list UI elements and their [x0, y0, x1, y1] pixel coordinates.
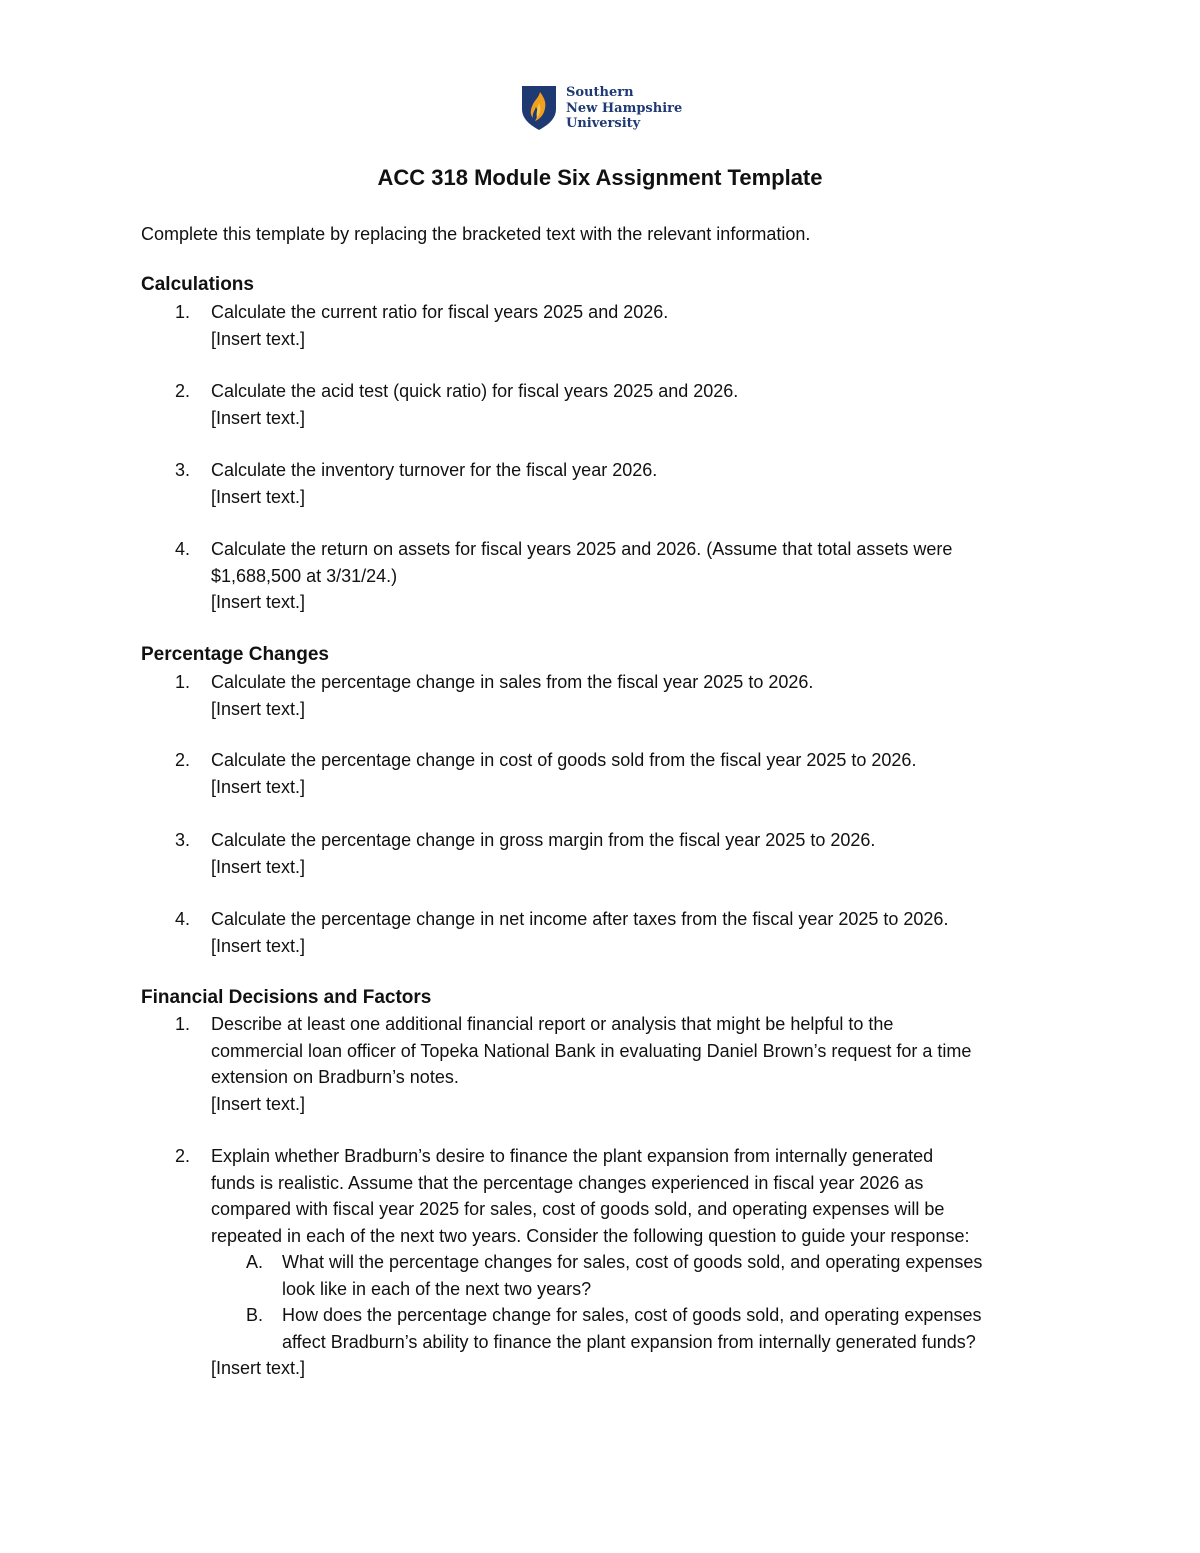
fin-item-1: [141, 1011, 1081, 1117]
item-text: Calculate the return on assets for fiscal years 2025 and 2026. (Assume that total assets were: [211, 539, 953, 559]
insert-text-placeholder[interactable]: [Insert text.]: [211, 776, 306, 797]
sub-item-text: What will the percentage changes for sales, cost of goods sold, and operating expenses: [282, 1252, 983, 1272]
intro-text: Complete this template by replacing the bracketed text with the relevant information.: [141, 224, 811, 244]
pct-item-4: [141, 906, 1081, 959]
insert-text-placeholder[interactable]: [Insert text.]: [211, 856, 306, 877]
section-heading-percentage-changes: Percentage Changes: [141, 644, 329, 665]
item-number: 2.: [175, 381, 191, 401]
item-text: Calculate the acid test (quick ratio) for fiscal years 2025 and 2026.: [211, 381, 739, 401]
insert-text-placeholder[interactable]: [Insert text.]: [211, 328, 306, 349]
calc-item-2: [141, 378, 1081, 431]
page-title: ACC 318 Module Six Assignment Template: [377, 165, 823, 190]
item-text: compared with fiscal year 2025 for sales, cost of goods sold, and operating expenses will be: [211, 1199, 945, 1219]
item-text: repeated in each of the next two years. Consider the following question to guide your response:: [211, 1225, 970, 1246]
item-number: 1.: [175, 302, 191, 322]
fin-item-2: [141, 1143, 1081, 1382]
insert-text-placeholder[interactable]: [Insert text.]: [211, 935, 306, 956]
logo-line: Southern: [566, 85, 634, 100]
pct-item-1: [141, 669, 1081, 722]
sub-item-letter: A.: [246, 1252, 264, 1272]
insert-text-placeholder[interactable]: [Insert text.]: [211, 592, 306, 612]
sub-item-text: affect Bradburn’s ability to finance the plant expansion from internally generated funds?: [282, 1331, 976, 1352]
pct-item-3: [141, 827, 1081, 880]
item-text: Calculate the percentage change in cost of goods sold from the fiscal year 2025 to 2026.: [211, 750, 917, 770]
sub-item-letter: B.: [246, 1305, 264, 1325]
insert-text-placeholder[interactable]: [Insert text.]: [211, 698, 306, 719]
item-number: 3.: [175, 830, 191, 850]
item-text: Describe at least one additional financial report or analysis that might be helpful to the: [211, 1014, 894, 1034]
logo-line: University: [566, 116, 641, 131]
item-text: Explain whether Bradburn’s desire to finance the plant expansion from internally generated: [211, 1146, 934, 1166]
sub-item-text: How does the percentage change for sales, cost of goods sold, and operating expenses: [282, 1305, 982, 1325]
item-number: 2.: [175, 1146, 191, 1166]
item-number: 4.: [175, 909, 191, 929]
item-number: 3.: [175, 460, 191, 480]
item-text: commercial loan officer of Topeka National Bank in evaluating Daniel Brown’s request for a time: [211, 1040, 972, 1061]
item-number: 4.: [175, 539, 191, 559]
item-number: 1.: [175, 1014, 191, 1034]
calc-item-4: [141, 536, 1081, 616]
item-text: Calculate the percentage change in sales from the fiscal year 2025 to 2026.: [211, 672, 814, 692]
logo-line: New Hampshire: [566, 100, 683, 116]
item-text: funds is realistic. Assume that the percentage changes experienced in fiscal year 2026 as: [211, 1172, 924, 1193]
sub-item-a: [246, 1249, 1081, 1302]
calc-item-1: [141, 299, 1081, 352]
section-heading-calculations: Calculations: [141, 274, 254, 295]
item-number: 1.: [175, 672, 191, 692]
insert-text-placeholder[interactable]: [Insert text.]: [211, 1358, 306, 1378]
sub-item-text: look like in each of the next two years?: [282, 1278, 592, 1299]
insert-text-placeholder[interactable]: [Insert text.]: [211, 1093, 306, 1114]
pct-item-2: [141, 747, 1081, 800]
item-text: Calculate the percentage change in gross margin from the fiscal year 2025 to 2026.: [211, 830, 876, 850]
item-number: 2.: [175, 750, 191, 770]
item-text: Calculate the current ratio for fiscal years 2025 and 2026.: [211, 302, 669, 322]
calc-item-3: [141, 457, 1081, 510]
item-text: $1,688,500 at 3/31/24.): [211, 565, 398, 586]
section-heading-financial-decisions: Financial Decisions and Factors: [141, 987, 432, 1008]
insert-text-placeholder[interactable]: [Insert text.]: [211, 486, 306, 507]
item-text: extension on Bradburn’s notes.: [211, 1067, 459, 1087]
item-text: Calculate the inventory turnover for the fiscal year 2026.: [211, 460, 658, 480]
logo-wordmark: [566, 85, 736, 132]
insert-text-placeholder[interactable]: [Insert text.]: [211, 407, 306, 428]
item-text: Calculate the percentage change in net income after taxes from the fiscal year 2025 to 2026.: [211, 909, 949, 929]
sub-item-b: [246, 1302, 1081, 1355]
shield-flame-icon: [521, 85, 557, 131]
